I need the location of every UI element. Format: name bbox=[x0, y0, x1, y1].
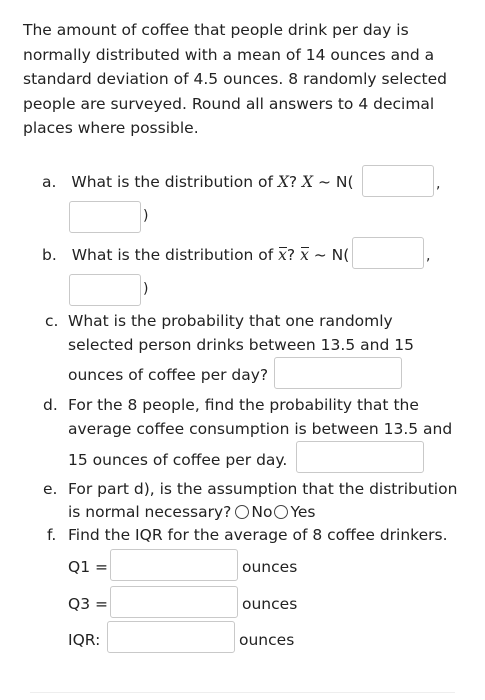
normal-notation: ~ N( bbox=[313, 173, 354, 191]
d-probability-input[interactable] bbox=[296, 441, 424, 473]
question-e-line-2-text: is normal necessary? bbox=[68, 503, 232, 521]
comma: , bbox=[436, 176, 441, 192]
question-mark: ? bbox=[288, 173, 303, 191]
q1-label: Q1 = bbox=[68, 558, 108, 576]
question-f-letter: f. bbox=[47, 526, 57, 544]
question-c-line-1: What is the probability that one randomly bbox=[68, 312, 393, 330]
question-c-letter: c. bbox=[45, 312, 59, 330]
q1-input[interactable] bbox=[110, 549, 238, 581]
b-sd-input[interactable] bbox=[69, 274, 141, 306]
question-f-text: Find the IQR for the average of 8 coffee drinkers. bbox=[68, 526, 448, 544]
question-d-letter: d. bbox=[43, 396, 58, 414]
close-paren: ) bbox=[143, 281, 149, 297]
question-a bbox=[42, 171, 354, 193]
radio-no[interactable] bbox=[235, 505, 249, 519]
a-sd-input[interactable] bbox=[69, 201, 141, 233]
a-mean-input[interactable] bbox=[362, 165, 434, 197]
q1-unit: ounces bbox=[242, 558, 298, 576]
radio-no-label[interactable]: No bbox=[251, 503, 273, 521]
q3-label: Q3 = bbox=[68, 595, 108, 613]
question-e-letter: e. bbox=[43, 480, 58, 498]
q3-input[interactable] bbox=[110, 586, 238, 618]
question-b bbox=[42, 244, 349, 266]
problem-statement: The amount of coffee that people drink per day is normally distributed with a mean of 14 ounces and a standard deviation of 4.5 ounces. 8 randomly selected people are surveyed. Round all answers to 4 decimal places where possible. bbox=[23, 21, 447, 137]
b-mean-input[interactable] bbox=[352, 237, 424, 269]
variable-x: X bbox=[302, 173, 314, 191]
iqr-label: IQR: bbox=[68, 631, 101, 649]
question-b-text: What is the distribution of bbox=[71, 246, 279, 264]
question-e-line-2 bbox=[68, 501, 316, 523]
close-paren: ) bbox=[143, 208, 149, 224]
c-probability-input[interactable] bbox=[274, 357, 402, 389]
question-a-letter: a. bbox=[42, 173, 57, 191]
variable-x: X bbox=[277, 173, 289, 191]
question-e-line-1: For part d), is the assumption that the distribution bbox=[68, 480, 458, 498]
q3-unit: ounces bbox=[242, 595, 298, 613]
normal-notation: ~ N( bbox=[308, 246, 350, 264]
question-c-line-3: ounces of coffee per day? bbox=[68, 366, 269, 384]
question-d-line-3: 15 ounces of coffee per day. bbox=[68, 451, 288, 469]
question-a-text: What is the distribution of bbox=[71, 173, 278, 191]
question-b-letter: b. bbox=[42, 246, 57, 264]
variable-x-bar: x bbox=[300, 246, 309, 264]
radio-yes[interactable] bbox=[274, 505, 288, 519]
question-d-line-2: average coffee consumption is between 13.5 and bbox=[68, 420, 453, 438]
comma: , bbox=[426, 248, 431, 264]
question-mark: ? bbox=[286, 246, 301, 264]
iqr-unit: ounces bbox=[239, 631, 295, 649]
question-d-line-1: For the 8 people, find the probability that the bbox=[68, 396, 419, 414]
iqr-input[interactable] bbox=[107, 621, 235, 653]
question-c-line-2: selected person drinks between 13.5 and 15 bbox=[68, 336, 414, 354]
radio-yes-label[interactable]: Yes bbox=[290, 503, 316, 521]
variable-x-bar: x bbox=[278, 246, 287, 264]
divider bbox=[30, 692, 455, 693]
